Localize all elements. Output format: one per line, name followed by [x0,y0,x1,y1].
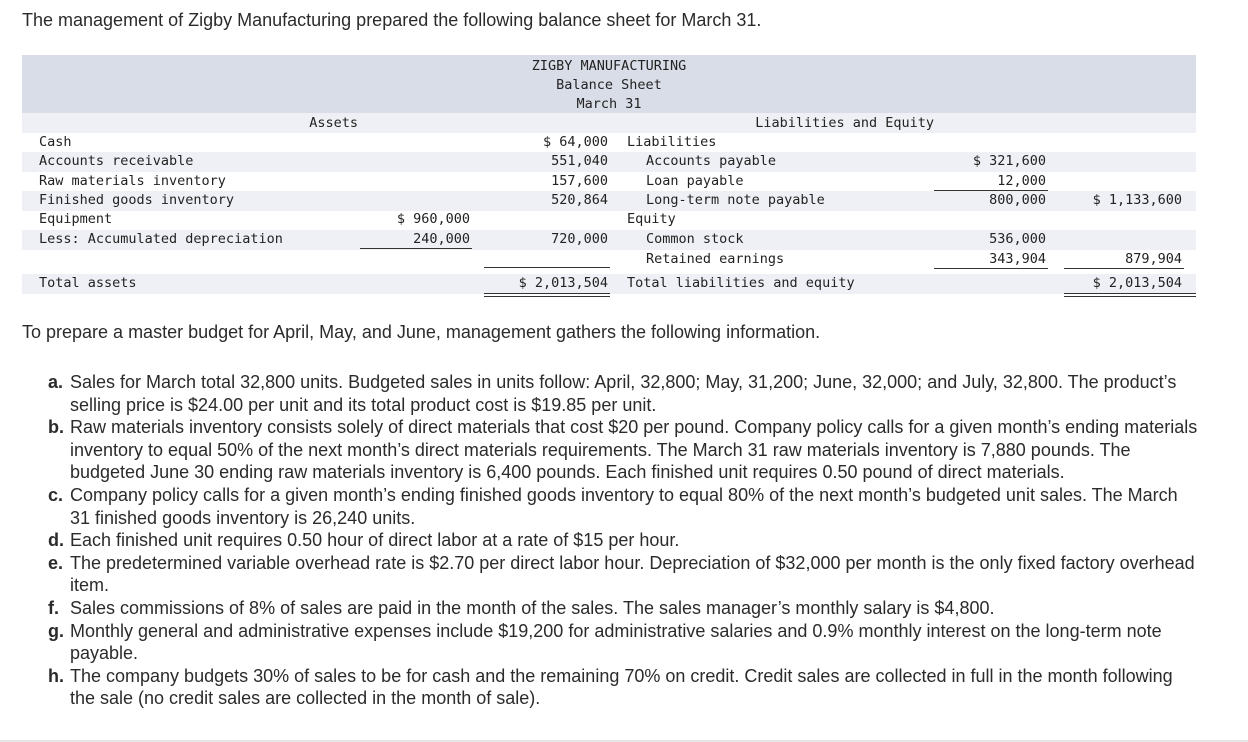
liabilities-equity-header: Liabilities and Equity [755,115,934,131]
raw-materials-label: Raw materials inventory [39,173,226,189]
intro-text: The management of Zigby Manufacturing prepared the following balance sheet for March 31. [22,10,762,30]
retained-earnings-amount: 343,904 [989,251,1046,267]
item-label: c. [48,484,64,505]
cash-label: Cash [39,134,72,150]
item-text: Company policy calls for a given month’s ending finished goods inventory to equal 80% of the next month’s budgeted unit sales. The March 31 finished goods inventory is 26,240 units. [70,484,1178,528]
total-equity-amount: 879,904 [1125,251,1182,267]
ap-amount: $ 321,600 [972,153,1046,169]
total-liabilities-amount: $ 1,133,600 [1092,192,1182,208]
long-term-note-label: Long-term note payable [646,192,825,208]
company-name: ZIGBY MANUFACTURING [531,58,687,74]
balance-sheet [22,55,1196,301]
item-label: a. [48,372,64,392]
item-label: b. [48,417,64,438]
accum-dep-label: Less: Accumulated depreciation [39,231,283,247]
list-item [48,552,1198,597]
liabilities-header: Liabilities [627,134,717,150]
finished-goods-label: Finished goods inventory [39,192,235,208]
total-le-label: Total liabilities and equity [627,275,855,291]
retained-earnings-label: Retained earnings [646,251,785,267]
item-text: Raw materials inventory consists solely of direct materials that cost $20 per pound. Company policy calls for a given month’s ending materials inventory to equal 50% of the next month’s direct materials requirements. The March 31 raw materials inventory is 7,880 pounds. The budgeted June 30 ending raw materials inventory is 6,400 pounds. Each finished unit requires 0.50 pound of direct materials. [70,417,1198,483]
shaded-row [22,274,1196,294]
item-text: The predetermined variable overhead rate is $2.70 per direct labor hour. Depreciation of $32,000 per month is the only fixed factory overhead item. [70,552,1195,596]
double-underline [1064,296,1196,297]
underline [484,267,610,268]
accum-dep-amount: 240,000 [413,231,470,247]
item-label: e. [48,552,64,573]
item-text: The company budgets 30% of sales to be for cash and the remaining 70% on credit. Credit sales are collected in full in the month following the sale (no credit sales are collected in the month of sale). [70,665,1173,709]
double-underline [484,296,610,297]
equipment-label: Equipment [39,211,113,227]
item-label: f. [48,597,59,618]
statement-title: Balance Sheet [556,77,662,93]
item-text: Sales commissions of 8% of sales are paid in the month of the sales. The sales manager’s monthly salary is $4,800. [70,597,995,618]
total-assets-amount: $ 2,013,504 [518,275,608,291]
underline [934,190,1048,191]
double-underline [1064,293,1196,294]
common-stock-label: Common stock [646,231,744,247]
common-stock-amount: 536,000 [989,231,1046,247]
item-text: Monthly general and administrative expenses include $19,200 for administrative salaries and 0.9% monthly interest on the long-term note payable. [70,620,1162,664]
assets-header: Assets [309,115,358,131]
ap-label: Accounts payable [646,153,777,169]
item-label: g. [48,620,64,641]
ar-label: Accounts receivable [39,153,194,169]
equipment-amount: $ 960,000 [396,211,470,227]
loan-payable-label: Loan payable [646,173,744,189]
item-label: h. [48,665,64,686]
info-list [48,371,1198,710]
list-item [48,416,1198,484]
list-item [48,484,1198,529]
list-item [48,371,1198,416]
shaded-row [22,113,1196,133]
item-text: Sales for March total 32,800 units. Budgeted sales in units follow: April, 32,800; May, 31,200; June, 32,000; and July, 32,800. The product’s selling price is $24.00 per unit and its total product cost is $19.85 per unit. [70,372,1177,415]
list-item [48,665,1198,710]
net-equipment-amount: 720,000 [551,231,608,247]
loan-payable-amount: 12,000 [997,173,1046,189]
total-assets-label: Total assets [39,275,137,291]
equity-header: Equity [627,211,676,227]
ar-amount: 551,040 [551,153,608,169]
total-le-amount: $ 2,013,504 [1092,275,1182,291]
item-label: d. [48,530,64,551]
item-text: Each finished unit requires 0.50 hour of direct labor at a rate of $15 per hour. [70,530,680,551]
statement-date: March 31 [576,96,642,112]
underline [1064,268,1184,269]
list-item [48,529,1198,552]
list-item [48,620,1198,665]
list-item [48,597,1198,620]
instructions-paragraph: To prepare a master budget for April, May, and June, management gathers the following information. [22,322,821,342]
cash-amount: $ 64,000 [542,134,608,150]
finished-goods-amount: 520,864 [551,192,608,208]
underline [934,268,1048,269]
long-term-note-amount: 800,000 [989,192,1046,208]
double-underline [484,293,610,294]
underline [360,248,472,249]
raw-materials-amount: 157,600 [551,173,608,189]
